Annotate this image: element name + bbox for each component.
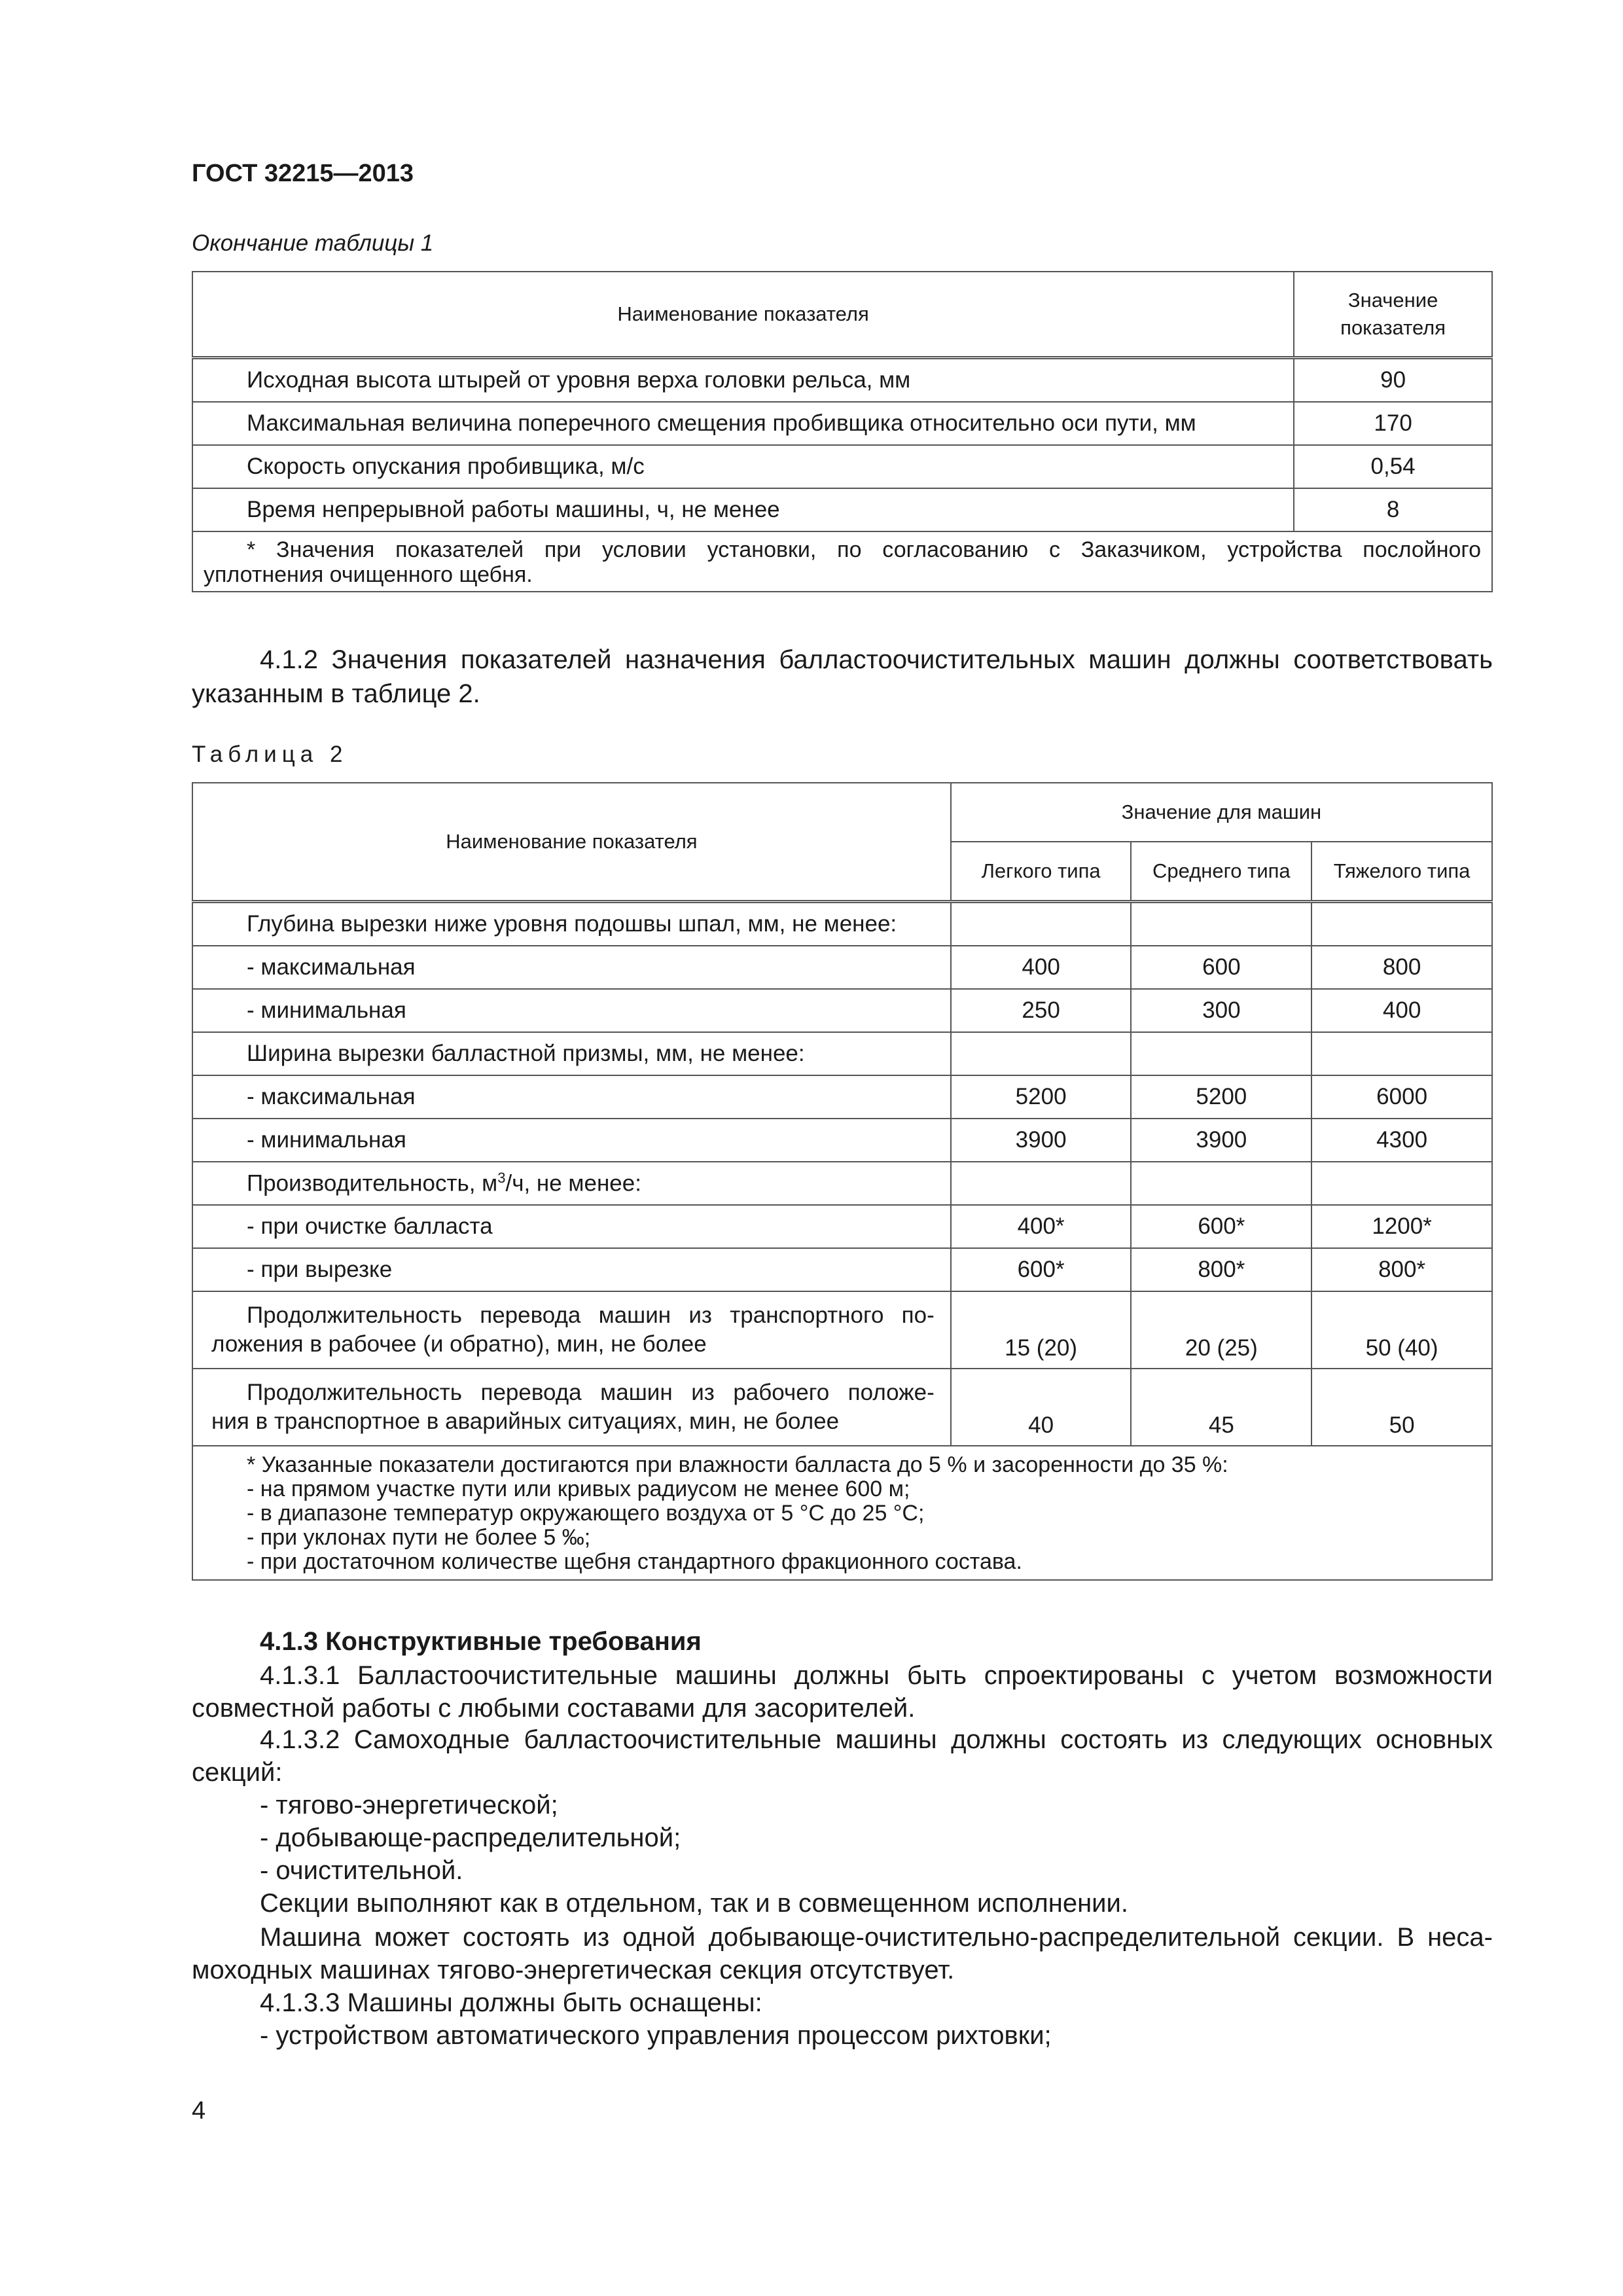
table2-row-name-line1: Продолжительность перевода машин из транспортного по-: [247, 1302, 935, 1328]
table1-footnote-line1: * Значения показателей при условии установки, по согласованию с Заказчиком, устройства послойного: [247, 537, 1481, 562]
table2-row-v2: [1131, 1032, 1311, 1075]
table2-row-v2: 600*: [1131, 1205, 1311, 1248]
productivity-label-suffix: /ч, не менее:: [505, 1170, 641, 1196]
table2-row-name-line1: Продолжительность перевода машин из рабочего положе-: [247, 1380, 935, 1405]
table2-footnote-line: - в диапазоне температур окружающего воздуха от 5 °С до 25 °С;: [247, 1501, 925, 1526]
table2-row-name: - минимальная: [192, 1119, 951, 1162]
table2-row-name: [192, 1162, 951, 1205]
table2-row-v1: [951, 902, 1132, 946]
table2-row-v3: 1200*: [1311, 1205, 1492, 1248]
table2-col-name: Наименование показателя: [192, 783, 951, 902]
table-row: [192, 989, 1492, 1032]
table1-col-value: [1294, 272, 1492, 358]
productivity-label: Производительность, м: [247, 1170, 498, 1196]
table2-row-v1: [951, 1162, 1132, 1205]
paragraph-single-section-line1: Машина может состоять из одной добывающе-очистительно-распределительной секции. В неса-: [260, 1923, 1493, 1952]
table1-row-value: 8: [1294, 488, 1492, 531]
table2-col-heavy: Тяжелого типа: [1311, 842, 1492, 902]
table2-row-v3: [1311, 902, 1492, 946]
table2-row-v2: 300: [1131, 989, 1311, 1032]
list-item: - устройством автоматического управления процессом рихтовки;: [260, 2021, 1052, 2050]
table2-row-v1: 3900: [951, 1119, 1132, 1162]
paragraph-4-1-3-1-line1: 4.1.3.1 Балластоочистительные машины должны быть спроектированы с учетом возможности: [260, 1661, 1493, 1690]
paragraph-4-1-3-2-line2: секций:: [192, 1758, 283, 1787]
table1-row-value: 170: [1294, 402, 1492, 445]
table2-row-name: [192, 1369, 951, 1446]
table2-col-group: Значение для машин: [951, 783, 1492, 842]
table2-row-v3: 50 (40): [1311, 1291, 1492, 1369]
table2-row-v1: 400: [951, 946, 1132, 989]
table1-col-value-line1: Значение: [1347, 289, 1438, 312]
table2-row-v3: 400: [1311, 989, 1492, 1032]
table2-row-v3: 6000: [1311, 1075, 1492, 1119]
table-row: [192, 358, 1492, 403]
table2-caption: Таблица 2: [192, 742, 348, 767]
paragraph-4-1-2-line2: указанным в таблице 2.: [192, 679, 480, 708]
paragraph-sections-execution: Секции выполняют как в отдельном, так и в совмещенном исполнении.: [260, 1889, 1128, 1918]
table2-row-name: [192, 1291, 951, 1369]
table2-row-v3: [1311, 1032, 1492, 1075]
table1-footnote-line2: уплотнения очищенного щебня.: [204, 562, 533, 587]
list-item: - очистительной.: [260, 1856, 463, 1885]
table2-row-v1: 15 (20): [951, 1291, 1132, 1369]
table2-row-v1: [951, 1032, 1132, 1075]
table2-row-v3: 800*: [1311, 1248, 1492, 1291]
table1-row-name: Время непрерывной работы машины, ч, не менее: [192, 488, 1294, 531]
table1-caption: Окончание таблицы 1: [192, 230, 434, 256]
table-row: [192, 1248, 1492, 1291]
table2-footnote: [192, 1446, 1492, 1580]
table-1: [192, 271, 1493, 592]
table2-col-medium: Среднего типа: [1131, 842, 1311, 902]
table-row: [192, 902, 1492, 946]
table1-row-value: 0,54: [1294, 445, 1492, 488]
paragraph-4-1-2-line1: 4.1.2 Значения показателей назначения балластоочистительных машин должны соответствовать: [260, 645, 1493, 674]
table-row: [192, 402, 1492, 445]
section-heading-4-1-3: 4.1.3 Конструктивные требования: [260, 1627, 702, 1656]
table-row: [192, 1205, 1492, 1248]
table-2: [192, 782, 1493, 1581]
table2-row-v3: [1311, 1162, 1492, 1205]
table-row: [192, 1162, 1492, 1205]
table2-footnote-line: - на прямом участке пути или кривых радиусом не менее 600 м;: [247, 1477, 910, 1501]
paragraph-4-1-3-1-line2: совместной работы с любыми составами для засорителей.: [192, 1694, 916, 1723]
table2-row-v1: 400*: [951, 1205, 1132, 1248]
table2-row-v3: 800: [1311, 946, 1492, 989]
table1-row-value: 90: [1294, 358, 1492, 403]
table2-footnote-line: - при уклонах пути не более 5 ‰;: [247, 1525, 591, 1550]
table-row: [192, 946, 1492, 989]
paragraph-4-1-3-3: 4.1.3.3 Машины должны быть оснащены:: [260, 1988, 762, 2017]
table2-footnote-line: - при достаточном количестве щебня стандартного фракционного состава.: [247, 1549, 1022, 1574]
table2-row-name: - при вырезке: [192, 1248, 951, 1291]
table1-col-value-line2: показателя: [1340, 316, 1446, 339]
table-row: [192, 488, 1492, 531]
table2-row-name: - максимальная: [192, 946, 951, 989]
table1-row-name: Исходная высота штырей от уровня верха головки рельса, мм: [192, 358, 1294, 403]
table2-row-v2: [1131, 1162, 1311, 1205]
paragraph-single-section-line2: моходных машинах тягово-энергетическая секция отсутствует.: [192, 1956, 955, 1984]
paragraph-4-1-3-2-line1: 4.1.3.2 Самоходные балластоочистительные машины должны состоять из следующих основных: [260, 1725, 1493, 1754]
table2-row-v1: 40: [951, 1369, 1132, 1446]
table2-row-name: Ширина вырезки балластной призмы, мм, не менее:: [192, 1032, 951, 1075]
table2-row-v2: 3900: [1131, 1119, 1311, 1162]
table1-row-name: Скорость опускания пробивщика, м/с: [192, 445, 1294, 488]
table-row: [192, 1032, 1492, 1075]
table2-row-name-line2: ложения в рабочее (и обратно), мин, не более: [211, 1331, 707, 1357]
table1-footnote: [192, 531, 1492, 592]
table-row: [192, 1119, 1492, 1162]
table2-row-name: - максимальная: [192, 1075, 951, 1119]
table2-row-v2: 5200: [1131, 1075, 1311, 1119]
list-item: - добывающе-распределительной;: [260, 1823, 681, 1852]
table1-row-name: Максимальная величина поперечного смещения пробивщика относительно оси пути, мм: [192, 402, 1294, 445]
table2-row-v2: 800*: [1131, 1248, 1311, 1291]
table1-col-name: Наименование показателя: [192, 272, 1294, 358]
table2-row-v1: 600*: [951, 1248, 1132, 1291]
table-row: [192, 1291, 1492, 1369]
productivity-unit-exponent: 3: [497, 1170, 506, 1187]
table2-row-v1: 250: [951, 989, 1132, 1032]
table-row: [192, 1075, 1492, 1119]
document-header: ГОСТ 32215—2013: [192, 160, 414, 187]
table2-row-v2: 600: [1131, 946, 1311, 989]
table2-row-v1: 5200: [951, 1075, 1132, 1119]
table2-row-name: - минимальная: [192, 989, 951, 1032]
list-item: - тягово-энергетической;: [260, 1791, 558, 1820]
table2-row-name: - при очистке балласта: [192, 1205, 951, 1248]
table2-col-light: Легкого типа: [951, 842, 1132, 902]
table-row: [192, 1369, 1492, 1446]
table2-row-v2: 45: [1131, 1369, 1311, 1446]
page-number: 4: [192, 2097, 206, 2125]
table2-row-v3: 50: [1311, 1369, 1492, 1446]
table2-footnote-line: * Указанные показатели достигаются при влажности балласта до 5 % и засоренности до 35 %:: [247, 1452, 1228, 1477]
table-row: [192, 445, 1492, 488]
table2-row-name: Глубина вырезки ниже уровня подошвы шпал, мм, не менее:: [192, 902, 951, 946]
table2-row-v2: 20 (25): [1131, 1291, 1311, 1369]
table2-row-name-line2: ния в транспортное в аварийных ситуациях, мин, не более: [211, 1408, 840, 1434]
table2-row-v2: [1131, 902, 1311, 946]
table2-row-v3: 4300: [1311, 1119, 1492, 1162]
